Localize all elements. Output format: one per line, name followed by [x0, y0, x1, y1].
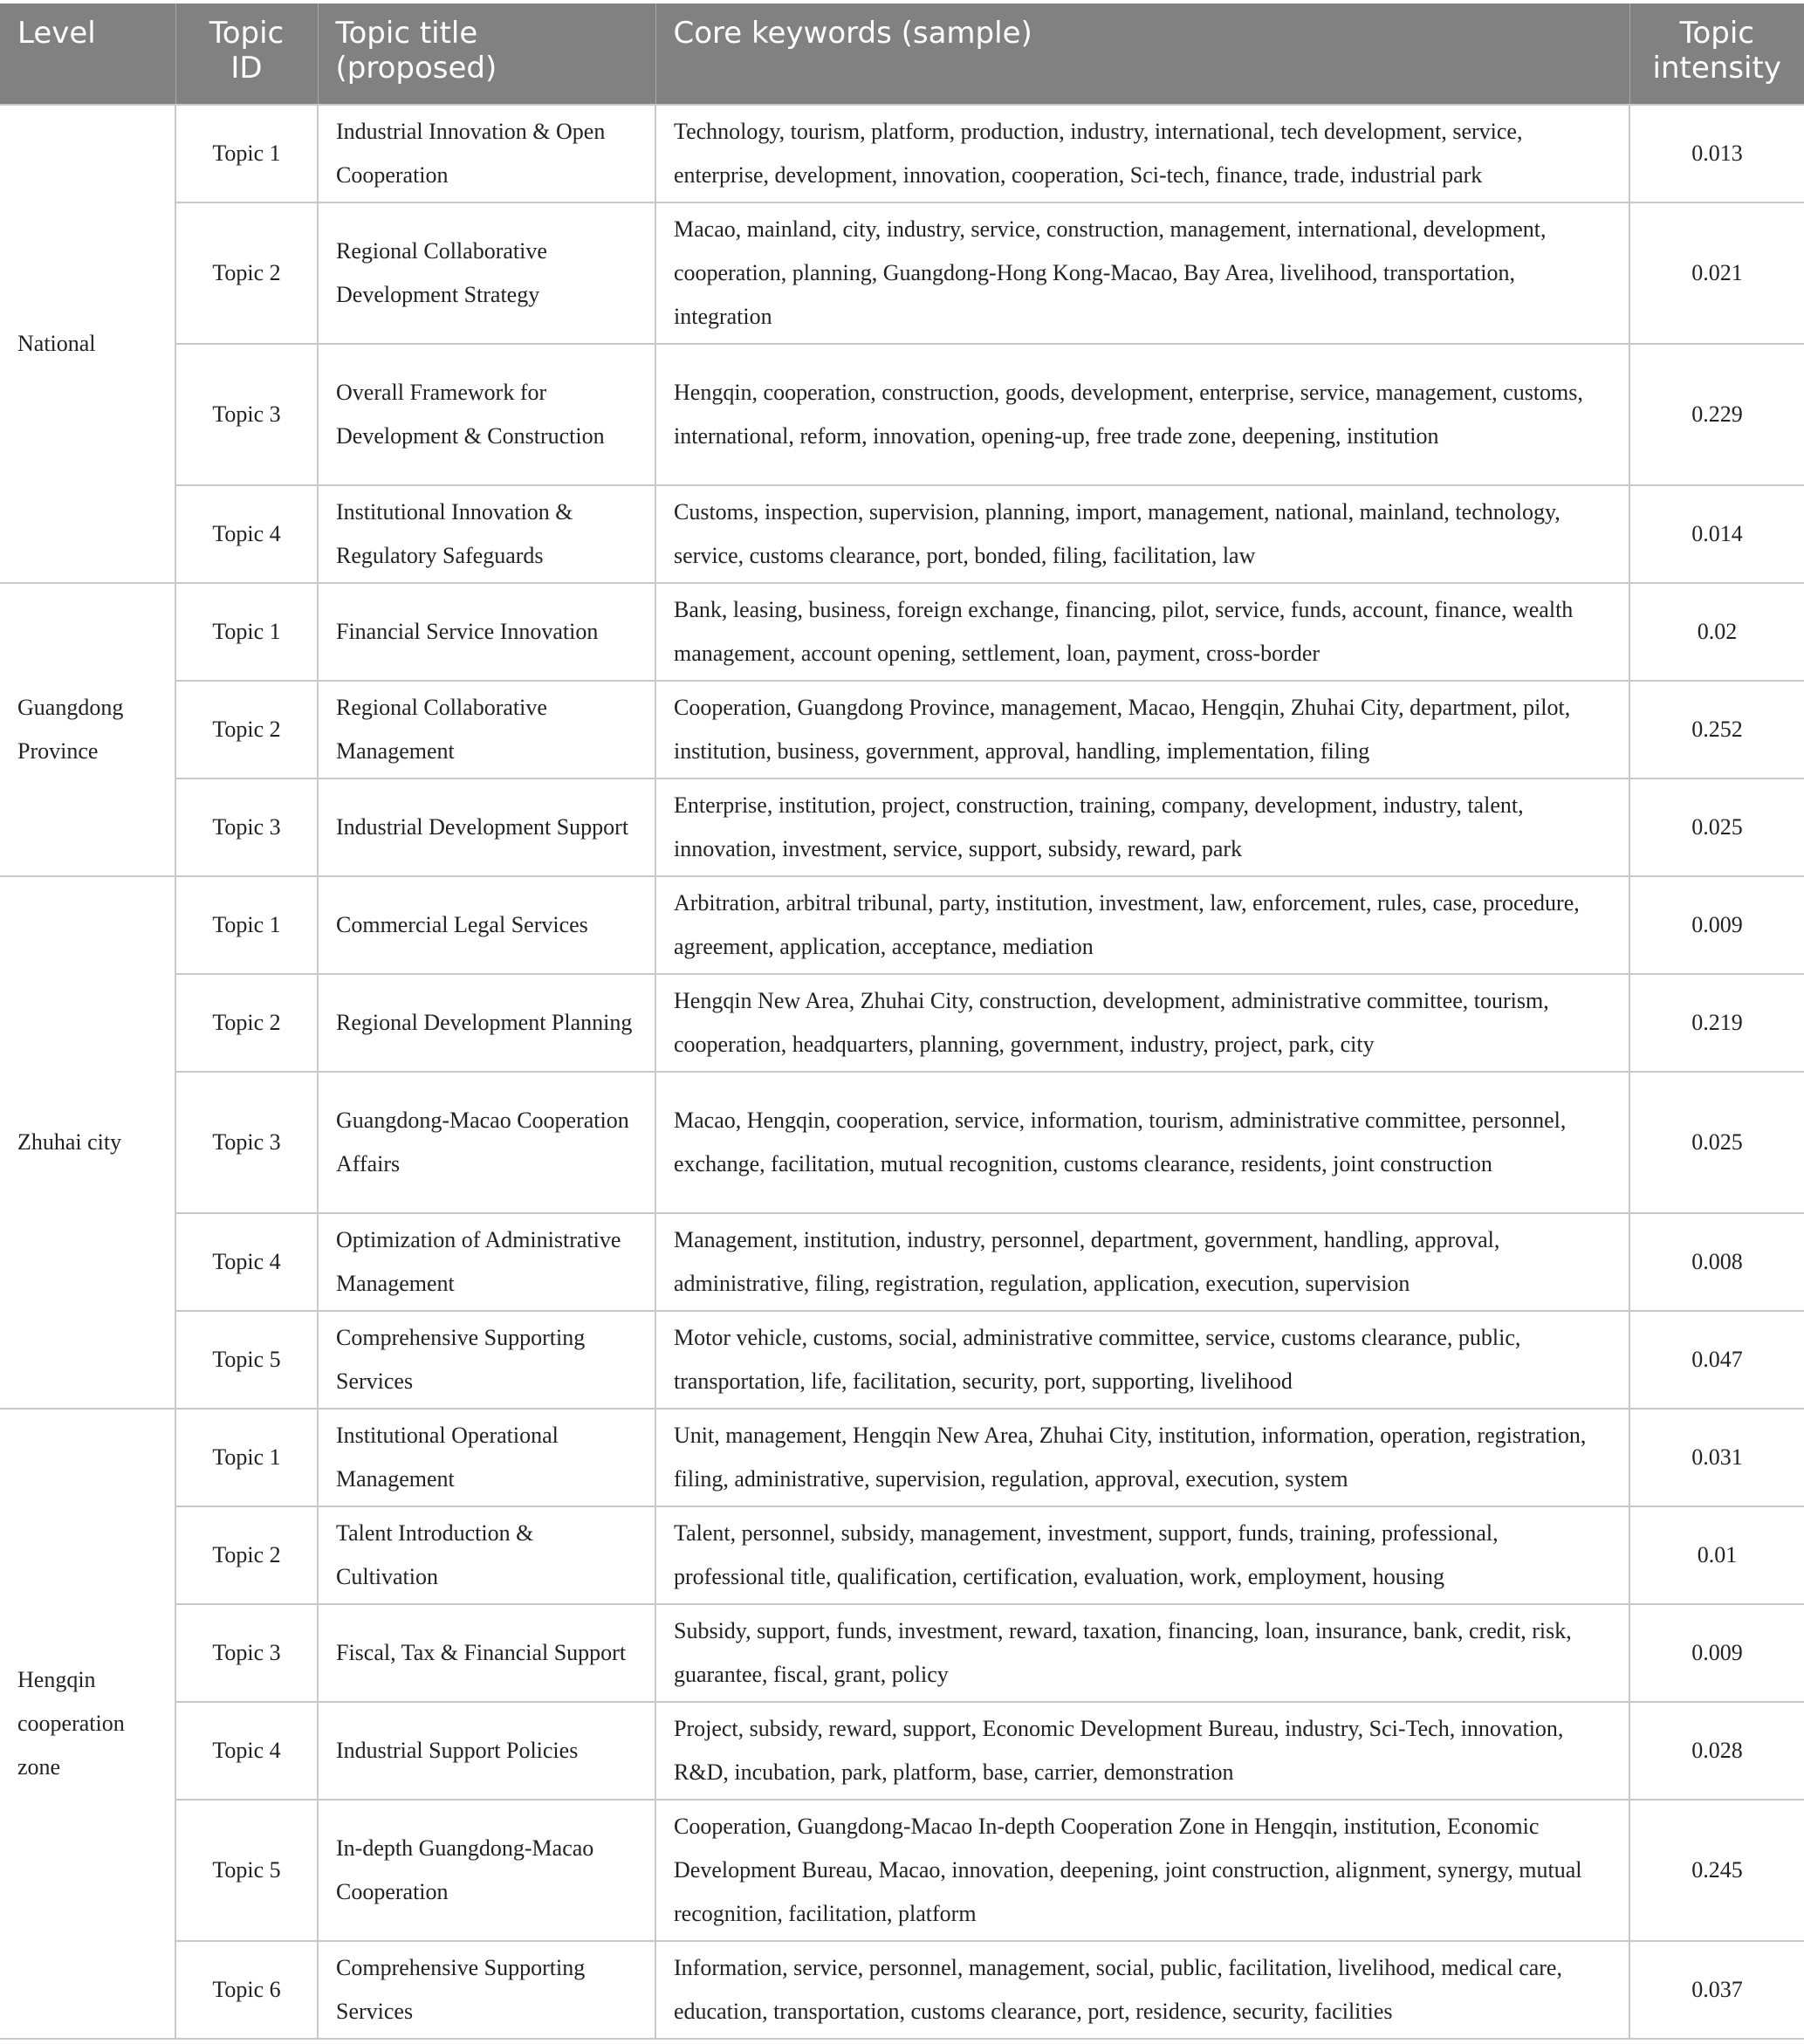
topic-id-cell: Topic 3	[175, 344, 318, 485]
keywords-cell: Customs, inspection, supervision, planning, import, management, national, mainland, technology, service, customs clearance, port, bonded, filing, facilitation, law	[655, 485, 1629, 583]
header-topic-id: Topic ID	[175, 3, 318, 105]
topic-title-cell: Industrial Innovation & Open Cooperation	[318, 105, 655, 202]
keywords-cell: Talent, personnel, subsidy, management, investment, support, funds, training, professional, professional title, qualification, certification, evaluation, work, employment, housing	[655, 1506, 1629, 1604]
topic-id-cell: Topic 2	[175, 1506, 318, 1604]
topic-id-cell: Topic 4	[175, 1213, 318, 1311]
table-row	[0, 1506, 1804, 1604]
intensity-cell: 0.031	[1629, 1409, 1804, 1506]
header-intensity: Topic intensity	[1629, 3, 1804, 105]
table-row	[0, 1702, 1804, 1800]
topic-id-cell: Topic 2	[175, 681, 318, 779]
topic-id-cell: Topic 5	[175, 1311, 318, 1409]
intensity-cell: 0.009	[1629, 1604, 1804, 1702]
intensity-cell: 0.025	[1629, 1072, 1804, 1213]
topic-id-cell: Topic 2	[175, 974, 318, 1072]
intensity-cell: 0.025	[1629, 779, 1804, 876]
keywords-cell: Management, institution, industry, personnel, department, government, handling, approval, administrative, filing, registration, regulation, application, execution, supervision	[655, 1213, 1629, 1311]
keywords-cell: Macao, mainland, city, industry, service, construction, management, international, development, cooperation, planning, Guangdong-Hong Kong-Macao, Bay Area, livelihood, transportation, integration	[655, 202, 1629, 344]
topic-title-cell: Optimization of Administrative Management	[318, 1213, 655, 1311]
intensity-cell: 0.047	[1629, 1311, 1804, 1409]
intensity-cell: 0.01	[1629, 1506, 1804, 1604]
topic-title-cell: Regional Collaborative Management	[318, 681, 655, 779]
level-cell: National	[0, 105, 175, 583]
table-row	[0, 1409, 1804, 1506]
topic-id-cell: Topic 4	[175, 485, 318, 583]
table-row	[0, 105, 1804, 202]
keywords-cell: Hengqin, cooperation, construction, goods, development, enterprise, service, management, customs, international, reform, innovation, opening-up, free trade zone, deepening, institution	[655, 344, 1629, 485]
topic-title-cell: Comprehensive Supporting Services	[318, 1941, 655, 2039]
keywords-cell: Macao, Hengqin, cooperation, service, information, tourism, administrative committee, personnel, exchange, facilitation, mutual recognition, customs clearance, residents, joint construction	[655, 1072, 1629, 1213]
table-row	[0, 1604, 1804, 1702]
intensity-cell: 0.021	[1629, 202, 1804, 344]
keywords-cell: Project, subsidy, reward, support, Economic Development Bureau, industry, Sci-Tech, innovation, R&D, incubation, park, platform, base, carrier, demonstration	[655, 1702, 1629, 1800]
keywords-cell: Information, service, personnel, management, social, public, facilitation, livelihood, medical care, education, transportation, customs clearance, port, residence, security, facilities	[655, 1941, 1629, 2039]
intensity-cell: 0.028	[1629, 1702, 1804, 1800]
keywords-cell: Enterprise, institution, project, construction, training, company, development, industry, talent, innovation, investment, service, support, subsidy, reward, park	[655, 779, 1629, 876]
header-keywords: Core keywords (sample)	[655, 3, 1629, 105]
intensity-cell: 0.008	[1629, 1213, 1804, 1311]
topic-id-cell: Topic 4	[175, 1702, 318, 1800]
topic-title-cell: Comprehensive Supporting Services	[318, 1311, 655, 1409]
keywords-cell: Cooperation, Guangdong Province, management, Macao, Hengqin, Zhuhai City, department, pilot, institution, business, government, approval, handling, implementation, filing	[655, 681, 1629, 779]
intensity-cell: 0.013	[1629, 105, 1804, 202]
topic-id-cell: Topic 1	[175, 105, 318, 202]
topic-table	[0, 3, 1804, 2040]
topic-title-cell: Regional Collaborative Development Strategy	[318, 202, 655, 344]
table-row	[0, 202, 1804, 344]
header-level: Level	[0, 3, 175, 105]
topic-id-cell: Topic 3	[175, 1072, 318, 1213]
table-row	[0, 1072, 1804, 1213]
table-row	[0, 583, 1804, 681]
intensity-cell: 0.009	[1629, 876, 1804, 974]
topic-id-cell: Topic 6	[175, 1941, 318, 2039]
topic-id-cell: Topic 1	[175, 876, 318, 974]
topic-id-cell: Topic 5	[175, 1800, 318, 1941]
table-row	[0, 779, 1804, 876]
topic-id-cell: Topic 2	[175, 202, 318, 344]
topic-title-cell: Financial Service Innovation	[318, 583, 655, 681]
keywords-cell: Unit, management, Hengqin New Area, Zhuhai City, institution, information, operation, registration, filing, administrative, supervision, regulation, approval, execution, system	[655, 1409, 1629, 1506]
topic-title-cell: Institutional Operational Management	[318, 1409, 655, 1506]
topic-title-cell: Commercial Legal Services	[318, 876, 655, 974]
keywords-cell: Arbitration, arbitral tribunal, party, institution, investment, law, enforcement, rules, case, procedure, agreement, application, acceptance, mediation	[655, 876, 1629, 974]
topic-title-cell: Industrial Support Policies	[318, 1702, 655, 1800]
intensity-cell: 0.014	[1629, 485, 1804, 583]
level-cell: Guangdong Province	[0, 583, 175, 876]
topic-id-cell: Topic 1	[175, 1409, 318, 1506]
topic-title-cell: Industrial Development Support	[318, 779, 655, 876]
topic-id-cell: Topic 1	[175, 583, 318, 681]
intensity-cell: 0.037	[1629, 1941, 1804, 2039]
topic-title-cell: Fiscal, Tax & Financial Support	[318, 1604, 655, 1702]
topic-title-cell: Institutional Innovation & Regulatory Safeguards	[318, 485, 655, 583]
topic-id-cell: Topic 3	[175, 779, 318, 876]
keywords-cell: Cooperation, Guangdong-Macao In-depth Cooperation Zone in Hengqin, institution, Economic Development Bureau, Macao, innovation, deepening, joint construction, alignment, synergy, mutual recognition, facilitation, platform	[655, 1800, 1629, 1941]
table-row	[0, 1213, 1804, 1311]
topic-id-cell: Topic 3	[175, 1604, 318, 1702]
table-row	[0, 1941, 1804, 2039]
intensity-cell: 0.245	[1629, 1800, 1804, 1941]
table-row	[0, 1800, 1804, 1941]
keywords-cell: Technology, tourism, platform, production, industry, international, tech development, service, enterprise, development, innovation, cooperation, Sci-tech, finance, trade, industrial park	[655, 105, 1629, 202]
table-row	[0, 681, 1804, 779]
table-row	[0, 1311, 1804, 1409]
keywords-cell: Bank, leasing, business, foreign exchange, financing, pilot, service, funds, account, finance, wealth management, account opening, settlement, loan, payment, cross-border	[655, 583, 1629, 681]
topic-title-cell: Regional Development Planning	[318, 974, 655, 1072]
table-row	[0, 974, 1804, 1072]
intensity-cell: 0.219	[1629, 974, 1804, 1072]
topic-title-cell: Guangdong-Macao Cooperation Affairs	[318, 1072, 655, 1213]
header-topic-title: Topic title (proposed)	[318, 3, 655, 105]
topic-title-cell: Talent Introduction & Cultivation	[318, 1506, 655, 1604]
intensity-cell: 0.229	[1629, 344, 1804, 485]
table-row	[0, 485, 1804, 583]
level-cell: Zhuhai city	[0, 876, 175, 1409]
header-row	[0, 3, 1804, 105]
topic-title-cell: In-depth Guangdong-Macao Cooperation	[318, 1800, 655, 1941]
intensity-cell: 0.02	[1629, 583, 1804, 681]
level-cell: Hengqin cooperation zone	[0, 1409, 175, 2039]
keywords-cell: Motor vehicle, customs, social, administrative committee, service, customs clearance, public, transportation, life, facilitation, security, port, supporting, livelihood	[655, 1311, 1629, 1409]
intensity-cell: 0.252	[1629, 681, 1804, 779]
keywords-cell: Hengqin New Area, Zhuhai City, construction, development, administrative committee, tourism, cooperation, headquarters, planning, government, industry, project, park, city	[655, 974, 1629, 1072]
table-body	[0, 105, 1804, 2039]
table-row	[0, 344, 1804, 485]
table-row	[0, 876, 1804, 974]
keywords-cell: Subsidy, support, funds, investment, reward, taxation, financing, loan, insurance, bank, credit, risk, guarantee, fiscal, grant, policy	[655, 1604, 1629, 1702]
topic-title-cell: Overall Framework for Development & Construction	[318, 344, 655, 485]
